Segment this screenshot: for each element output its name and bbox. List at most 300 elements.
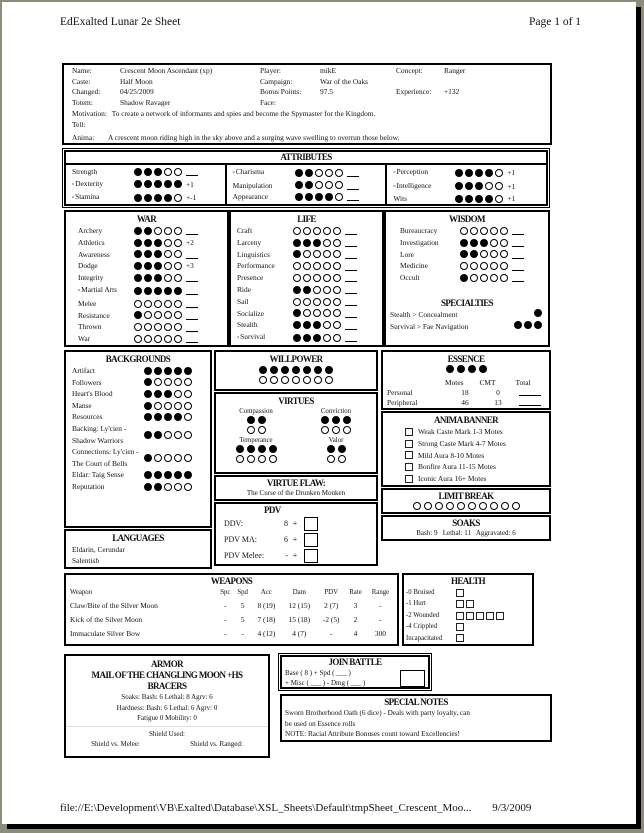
virtues-title: VIRTUES — [278, 396, 314, 406]
dot-rating[interactable] — [134, 168, 182, 176]
header-title: EdExalted Lunar 2e Sheet — [60, 16, 181, 28]
virtue-permanent-dot-icon[interactable] — [269, 445, 277, 453]
filled-dot-icon — [174, 367, 182, 375]
willpower-temporary-dot-icon[interactable] — [303, 376, 311, 384]
empty-dot-icon — [490, 274, 498, 282]
limit-dot-icon[interactable] — [457, 502, 465, 510]
trait-bonus — [186, 225, 200, 237]
weapon-stat: 12 (15) — [288, 600, 311, 610]
dot-rating[interactable] — [144, 367, 192, 375]
filled-dot-icon — [303, 334, 311, 342]
virtue-temporary-dot-icon[interactable] — [338, 455, 346, 463]
pdv-modifier-box[interactable] — [304, 549, 318, 563]
trait-bonus — [186, 321, 200, 333]
filled-dot-icon — [174, 413, 182, 421]
health-box-checkbox[interactable] — [466, 612, 474, 620]
limit-dot-icon[interactable] — [490, 502, 498, 510]
dot-rating[interactable] — [134, 300, 182, 308]
virtue-temporary-dot-icon[interactable] — [321, 426, 329, 434]
shield-vs-melee: Shield vs. Melee: — [91, 740, 140, 748]
filled-dot-icon — [144, 483, 152, 491]
virtue-permanent-dot-icon[interactable] — [258, 445, 266, 453]
filled-dot-icon — [154, 239, 162, 247]
empty-dot-icon — [323, 262, 331, 270]
filled-dot-icon — [303, 321, 311, 329]
filled-dot-icon — [293, 309, 301, 317]
weapons-header-dam: Dam — [292, 589, 306, 596]
health-box-checkbox[interactable] — [456, 634, 464, 642]
filled-dot-icon — [460, 250, 468, 258]
health-box-checkbox[interactable] — [456, 612, 464, 620]
blank-line — [186, 287, 198, 295]
dot-rating[interactable] — [134, 262, 182, 270]
essence-header-total: Total — [515, 378, 531, 387]
pdv-value: 6 — [284, 535, 288, 545]
willpower-permanent-dot-icon[interactable] — [325, 366, 333, 374]
filled-dot-icon — [144, 274, 152, 282]
trait-row-integrity — [78, 272, 227, 284]
pdv-modifier-box[interactable] — [304, 533, 318, 547]
blank-line — [347, 193, 359, 201]
dot-rating[interactable] — [134, 335, 182, 343]
essence-row-peripheral — [387, 398, 541, 408]
empty-dot-icon — [303, 227, 311, 235]
empty-dot-icon — [335, 181, 343, 189]
virtue-valor — [296, 436, 376, 463]
virtue-temporary-dot-icon[interactable] — [258, 426, 266, 434]
empty-dot-icon — [500, 227, 508, 235]
trait-name: Ride — [237, 284, 251, 294]
virtue-temporary-dot-icon[interactable] — [332, 426, 340, 434]
filled-dot-icon — [154, 168, 162, 176]
weapon-row[interactable] — [70, 613, 395, 627]
dot-rating[interactable] — [144, 402, 192, 410]
trait-row-presence — [237, 272, 382, 284]
blank-line — [345, 239, 357, 247]
filled-dot-icon — [154, 390, 162, 398]
empty-dot-icon — [164, 227, 172, 235]
filled-dot-icon — [154, 262, 162, 270]
empty-dot-icon — [333, 309, 341, 317]
filled-dot-icon — [465, 195, 473, 203]
blank-line — [345, 286, 357, 294]
dot-rating[interactable] — [134, 227, 182, 235]
dot-rating[interactable] — [144, 431, 192, 439]
limit-dot-icon[interactable] — [446, 502, 454, 510]
willpower-temporary-dot-icon[interactable] — [292, 376, 300, 384]
blank-line — [512, 227, 524, 235]
essence-header-cmt: CMT — [479, 378, 496, 387]
limit-dot-icon[interactable] — [435, 502, 443, 510]
trait-name: Performance — [237, 261, 275, 271]
blank-line — [186, 324, 198, 332]
dot-rating[interactable] — [134, 323, 182, 331]
weapon-stat: - — [224, 628, 227, 638]
trait-bonus — [186, 285, 200, 297]
willpower-permanent-dot-icon[interactable] — [270, 366, 278, 374]
willpower-temporary-dot-icon[interactable] — [325, 376, 333, 384]
health-level-label: Incapacitated — [406, 634, 443, 642]
dot-rating[interactable] — [293, 262, 341, 270]
anima-banner-title: ANIMA BANNER — [433, 415, 499, 425]
filled-dot-icon — [295, 181, 303, 189]
join-battle-box — [280, 655, 430, 689]
trait-row-stamina — [72, 191, 225, 205]
willpower-box — [214, 350, 378, 391]
filled-dot-icon — [305, 193, 313, 201]
empty-dot-icon — [174, 335, 182, 343]
trait-row-dexterity — [72, 178, 225, 192]
filled-dot-icon — [470, 250, 478, 258]
anima-level-checkbox[interactable] — [405, 463, 413, 471]
trait-row-manipulation — [233, 180, 386, 192]
willpower-temporary-dot-icon[interactable] — [281, 376, 289, 384]
empty-dot-icon — [184, 483, 192, 491]
dot-rating[interactable] — [293, 250, 341, 258]
weapons-header-acc: Acc — [260, 589, 272, 596]
concept-value: Ranger — [444, 66, 466, 75]
trait-name: Lore — [400, 249, 414, 259]
virtue-temporary-dot-icon[interactable] — [269, 455, 277, 463]
empty-dot-icon — [303, 309, 311, 317]
empty-dot-icon — [500, 250, 508, 258]
dot-rating[interactable] — [295, 169, 343, 177]
dot-rating[interactable] — [460, 239, 508, 247]
blank-line — [186, 312, 198, 320]
filled-dot-icon — [293, 239, 301, 247]
trait-bonus — [186, 310, 200, 322]
trait-row-charisma — [233, 166, 386, 180]
weapon-row[interactable] — [70, 627, 395, 641]
filled-dot-icon — [174, 180, 182, 188]
dot-rating[interactable] — [295, 193, 343, 201]
virtue-temporary-dot-icon[interactable] — [236, 455, 244, 463]
dot-rating[interactable] — [293, 286, 341, 294]
dot-rating[interactable] — [134, 311, 182, 319]
virtue-permanent-dot-icon[interactable] — [247, 445, 255, 453]
trait-bonus — [512, 237, 526, 249]
trait-bonus: +1 — [507, 168, 516, 177]
weapons-title: WEAPONS — [210, 576, 253, 586]
willpower-permanent-dot-icon[interactable] — [292, 366, 300, 374]
dot-rating[interactable] — [134, 287, 182, 295]
virtue-temporary-dot-icon[interactable] — [343, 426, 351, 434]
favored-icon: ▫ — [393, 183, 396, 190]
armor-name: MAIL OF THE CHANGLING MOON +HS BRACERS — [91, 670, 243, 691]
dot-rating[interactable] — [134, 274, 182, 282]
weapon-name: Immaculate Silver Bow — [70, 628, 141, 638]
dot-rating[interactable] — [293, 309, 341, 317]
dot-rating[interactable] — [460, 262, 508, 270]
weapon-stat: - — [379, 614, 382, 624]
special-notes-line-1: Sworn Brotherhood Oath (6 dice) - Deals with party loyalty, can — [285, 709, 470, 717]
trait-name: Craft — [237, 226, 253, 235]
dot-rating[interactable] — [295, 181, 343, 189]
filled-dot-icon — [460, 239, 468, 247]
trait-name: ▫Charisma — [232, 167, 265, 176]
essence-total-blank[interactable] — [519, 398, 541, 406]
health-box-checkbox[interactable] — [456, 623, 464, 631]
pdv-label: DDV: — [224, 519, 243, 529]
essence-pool-label: Personal — [387, 388, 413, 397]
filled-dot-icon — [460, 274, 468, 282]
anima-level-checkbox[interactable] — [405, 475, 413, 483]
health-box-checkbox[interactable] — [466, 600, 474, 608]
special-notes-box — [280, 694, 552, 742]
health-box-checkbox[interactable] — [456, 600, 464, 608]
blank-line — [512, 251, 524, 259]
empty-dot-icon — [293, 262, 301, 270]
essence-motes: 18 — [461, 388, 469, 397]
health-box-checkbox[interactable] — [456, 589, 464, 597]
essence-dot-icon — [468, 365, 476, 373]
armor-title: ARMOR — [151, 659, 183, 669]
weapons-header-range: Range — [371, 589, 390, 596]
dot-rating[interactable] — [144, 454, 192, 462]
health-level-label: -2 Wounded — [406, 611, 440, 619]
filled-dot-icon — [134, 227, 142, 235]
virtues-box — [214, 392, 378, 474]
empty-dot-icon — [480, 262, 488, 270]
empty-dot-icon — [313, 250, 321, 258]
filled-dot-icon — [295, 169, 303, 177]
dot-rating[interactable] — [455, 195, 503, 203]
life-title: LIFE — [297, 214, 316, 224]
trait-bonus — [345, 272, 359, 284]
background-row — [72, 481, 210, 493]
trait-row-archery — [78, 225, 227, 237]
trait-name: Wits — [393, 194, 408, 204]
empty-dot-icon — [500, 274, 508, 282]
specialty-dots[interactable] — [514, 321, 542, 333]
face-label: Face: — [260, 97, 277, 107]
dot-rating[interactable] — [144, 378, 192, 386]
weapons-header-pdv: PDV — [324, 589, 339, 596]
filled-dot-icon — [455, 169, 463, 177]
blank-line — [186, 335, 198, 343]
empty-dot-icon — [500, 239, 508, 247]
empty-dot-icon — [184, 390, 192, 398]
dot-rating[interactable] — [134, 239, 182, 247]
languages-title: LANGUAGES — [112, 533, 164, 543]
essence-dot-icon — [457, 365, 465, 373]
filled-dot-icon — [455, 195, 463, 203]
dot-rating[interactable] — [455, 182, 503, 190]
limit-dot-icon[interactable] — [479, 502, 487, 510]
empty-dot-icon — [174, 274, 182, 282]
trait-row-stealth — [237, 319, 382, 331]
filled-dot-icon — [524, 321, 532, 329]
trait-row-larceny — [237, 237, 382, 249]
armor-hardness: Hardness: Bash: 6 Lethal: 6 Agrv: 0 — [116, 703, 218, 712]
anima-level-row — [405, 426, 549, 438]
anima-level-checkbox[interactable] — [405, 451, 413, 459]
dot-rating[interactable] — [293, 334, 341, 342]
trait-name: ▫Intelligence — [393, 180, 432, 190]
war-box — [64, 210, 229, 347]
willpower-temporary-dot-icon[interactable] — [314, 376, 322, 384]
virtue-temporary-dot-icon[interactable] — [258, 455, 266, 463]
anima-level-checkbox[interactable] — [405, 440, 413, 448]
anima-level-row — [405, 438, 549, 450]
health-box-checkbox[interactable] — [476, 612, 484, 620]
virtue-permanent-dot-icon[interactable] — [236, 445, 244, 453]
virtue-permanent-dot-icon[interactable] — [332, 416, 340, 424]
willpower-permanent-dot-icon[interactable] — [314, 366, 322, 374]
dot-rating[interactable] — [293, 227, 341, 235]
empty-dot-icon — [323, 286, 331, 294]
anima-level-checkbox[interactable] — [405, 428, 413, 436]
dot-rating[interactable] — [144, 390, 192, 398]
trait-name: Resistance — [78, 310, 110, 320]
pdv-modifier-box[interactable] — [304, 517, 318, 531]
specialty-row — [390, 321, 548, 333]
empty-dot-icon — [470, 274, 478, 282]
bonus-points-value: 97.5 — [320, 87, 333, 96]
dot-rating[interactable] — [293, 321, 341, 329]
weapon-stat: - — [241, 628, 244, 638]
filled-dot-icon — [144, 180, 152, 188]
empty-dot-icon — [490, 239, 498, 247]
virtue-permanent-dot-icon[interactable] — [321, 416, 329, 424]
virtue-permanent-dot-icon[interactable] — [338, 445, 346, 453]
dot-rating[interactable] — [455, 169, 503, 177]
weapons-header-weapon: Weapon — [70, 589, 93, 596]
willpower-permanent-dot-icon[interactable] — [259, 366, 267, 374]
join-battle-total-box[interactable] — [400, 670, 425, 687]
dot-rating[interactable] — [460, 274, 508, 282]
dot-rating[interactable] — [144, 483, 192, 491]
favored-icon: ▫ — [237, 335, 240, 342]
anima-level-row — [405, 450, 549, 462]
blank-line — [347, 182, 359, 190]
empty-dot-icon — [323, 309, 331, 317]
special-notes-line-2: be used on Essence rolls — [285, 719, 356, 728]
motivation-label: Motivation: — [72, 109, 107, 118]
dot-rating[interactable] — [460, 227, 508, 235]
empty-dot-icon — [490, 262, 498, 270]
empty-dot-icon — [460, 227, 468, 235]
wisdom-title: WISDOM — [449, 214, 485, 224]
filled-dot-icon — [134, 168, 142, 176]
trait-row-strength — [72, 166, 225, 178]
trait-name: Sail — [237, 296, 249, 306]
health-level-row — [406, 633, 532, 644]
anima-value: A crescent moon riding high in the sky above and a surging wave swelling to overrun those below. — [108, 133, 400, 142]
virtue-permanent-dot-icon[interactable] — [343, 416, 351, 424]
weapon-row[interactable] — [70, 599, 395, 613]
trait-row-occult — [400, 272, 548, 284]
virtue-permanent-dot-icon[interactable] — [247, 416, 255, 424]
virtue-name: Compassion — [239, 408, 273, 415]
empty-dot-icon — [485, 182, 493, 190]
essence-total-blank[interactable] — [519, 388, 541, 396]
virtue-permanent-dot-icon[interactable] — [327, 445, 335, 453]
filled-dot-icon — [514, 321, 522, 329]
empty-dot-icon — [293, 227, 301, 235]
anima-level-label: Iconic Aura 16+ Motes — [418, 474, 487, 484]
dot-rating[interactable] — [293, 298, 341, 306]
filled-dot-icon — [293, 321, 301, 329]
limit-dot-icon[interactable] — [424, 502, 432, 510]
dot-rating[interactable] — [293, 274, 341, 282]
trait-name: Integrity — [78, 273, 104, 283]
languages-line-2: Salentish — [72, 556, 100, 565]
empty-dot-icon — [333, 298, 341, 306]
anima-level-label: Bonfire Aura 11-15 Motes — [418, 462, 496, 472]
trait-bonus — [345, 284, 359, 296]
trait-row-socialize — [237, 308, 382, 320]
virtue-temporary-dot-icon[interactable] — [247, 426, 255, 434]
willpower-permanent-dot-icon[interactable] — [281, 366, 289, 374]
blank-line — [345, 334, 357, 342]
filled-dot-icon — [313, 239, 321, 247]
trait-row-wits — [393, 193, 546, 205]
filled-dot-icon — [303, 286, 311, 294]
trait-name: Larceny — [237, 237, 262, 247]
dot-rating[interactable] — [134, 250, 182, 258]
empty-dot-icon — [323, 250, 331, 258]
empty-dot-icon — [313, 309, 321, 317]
empty-dot-icon — [333, 239, 341, 247]
willpower-temporary-dot-icon[interactable] — [270, 376, 278, 384]
virtue-permanent-dot-icon[interactable] — [258, 416, 266, 424]
empty-dot-icon — [333, 286, 341, 294]
limit-dot-icon[interactable] — [468, 502, 476, 510]
bonus-points-label: Bonus Points: — [260, 87, 302, 96]
dot-rating[interactable] — [134, 194, 182, 202]
dot-rating[interactable] — [134, 180, 182, 188]
specialty-dots[interactable] — [534, 309, 542, 321]
limit-dot-icon[interactable] — [512, 502, 520, 510]
virtue-temporary-dot-icon[interactable] — [327, 455, 335, 463]
virtue-temporary-dot-icon[interactable] — [247, 455, 255, 463]
trait-row-ride — [237, 284, 382, 296]
join-battle-line-2: + Misc ( ___ ) - Dmg ( ___ ) — [285, 679, 366, 687]
health-box-checkbox[interactable] — [496, 612, 504, 620]
willpower-temporary-dot-icon[interactable] — [259, 376, 267, 384]
weapon-stat: 4 — [353, 628, 358, 638]
filled-dot-icon — [174, 471, 182, 479]
background-name: Reputation — [72, 481, 105, 491]
health-box-checkbox[interactable] — [486, 612, 494, 620]
empty-dot-icon — [174, 402, 182, 410]
filled-dot-icon — [144, 413, 152, 421]
virtue-name: Temperance — [239, 437, 273, 444]
dot-rating[interactable] — [460, 250, 508, 258]
empty-dot-icon — [134, 323, 142, 331]
empty-dot-icon — [495, 169, 503, 177]
pdv-box — [214, 502, 378, 566]
filled-dot-icon — [144, 378, 152, 386]
filled-dot-icon — [144, 227, 152, 235]
dot-rating[interactable] — [144, 471, 192, 479]
willpower-permanent-dot-icon[interactable] — [303, 366, 311, 374]
health-level-row — [406, 598, 532, 609]
filled-dot-icon — [134, 287, 142, 295]
filled-dot-icon — [154, 287, 162, 295]
filled-dot-icon — [174, 287, 182, 295]
dot-rating[interactable] — [293, 239, 341, 247]
limit-dot-icon[interactable] — [413, 502, 421, 510]
weapon-name: Claw/Bite of the Silver Moon — [70, 600, 158, 610]
backgrounds-title: BACKGROUNDS — [105, 354, 171, 364]
dot-rating[interactable] — [144, 413, 192, 421]
limit-dot-icon[interactable] — [501, 502, 509, 510]
empty-dot-icon — [154, 378, 162, 386]
blank-line — [345, 227, 357, 235]
campaign-label: Campaign: — [260, 76, 293, 86]
